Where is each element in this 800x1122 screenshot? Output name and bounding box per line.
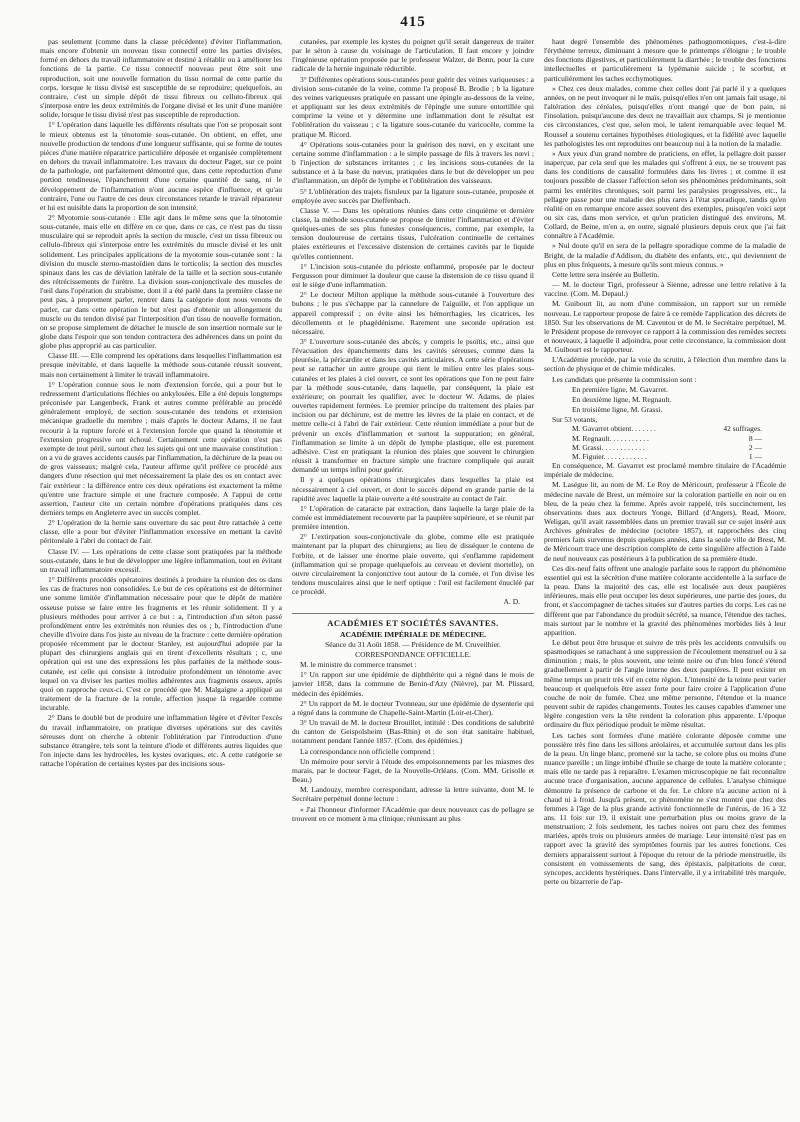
vote-name: M. Figuier. . . . . . . . . . . .	[572, 451, 647, 461]
paragraph: Un mémoire pour servir à l'étude des empoisonnements par les miasmes des marais, par le docteur Faget, de la Nouvelle-Orléans. (Com. MM. Grisolle et Beau.)	[292, 756, 534, 785]
paragraph: Classe III. — Elle comprend les opérations dans lesquelles l'inflammation est presque inévitable, et dans laquelle la méthode sous-cutanée réussit souvent, mais non certainement à limiter le travail inflammatoire.	[40, 351, 282, 379]
paragraph: 2° Un rapport de M. le docteur Tvonneau, sur une épidémie de dysenterie qui a régné dans la commune de Chapelle-Saint-Martin (Loir-et-Cher).	[292, 698, 534, 717]
paragraph: M. Laségue lit, au nom de M. Le Roy de Méricourt, professeur à l'École de médecine navale de Brest, un mémoire sur la coloration partielle en noir ou en bleu, de la peau chez la femme. Après avoir rappelé, très succinctement, les observations dues aux docteurs Yonge, Billard (d'Angers), Read, Moore, Weligan, qu'il avait rassemblées dans un premier travail sur ce sujet inséré aux Archives générales de médecine (octobre 1857), et rapprochées des cinq premiers faits survenus depuis quelques années, dans la seule ville de Brest, M. de Méricourt trace une description complète de cette singulière affection à l'aide de neuf nouveaux cas postérieurs à la publication de sa première étude.	[544, 480, 786, 563]
paragraph: Il y a quelques opérations chirurgicales dans lesquelles la plaie est nécessairement à ciel ouvert, et dont le succès dépend en grande partie de la rapidité avec laquelle la plaie ouverte a été soustraite au contact de l'air.	[292, 475, 534, 503]
paragraph: cutanées, par exemple les kystes du poignet qu'il serait dangereux de traiter par le séton à cause du voisinage de l'articulation. Il faut encore y joindre l'ingénieuse opération proposée par le professeur Walzer, de Bonn, pour la cure radicale de la hernie inguinale réductible.	[292, 37, 534, 74]
paragraph: Classe IV. — Les opérations de cette classe sont pratiquées par la méthode sous-cutanée, dans le but de développer une légère inflammation, tout en évitant un travail inflammatoire excessif.	[40, 546, 282, 574]
vote-count: 42 suffrages.	[723, 424, 762, 434]
text-columns	[40, 37, 786, 886]
section-heading: CORRESPONDANCE OFFICIELLE.	[355, 650, 471, 659]
vote-count: 1 —	[748, 451, 762, 461]
paragraph: 2° Le docteur Milton applique la méthode sous-cutanée à l'ouverture des bubons ; le pus s'échappe par la cannelure de l'aiguille, et l'on applique un appareil compressif ; on évite ainsi les hémorrhagies, les cicatrices, les décollements et le phagédénisme. Rarement une seconde opération est nécessaire.	[292, 290, 534, 336]
paragraph: M. le ministre du commerce transmet :	[300, 660, 417, 670]
paragraph: Classe V. — Dans les opérations réunies dans cette cinquième et dernière classe, la méthode sous-cutanée se propose de limiter l'inflammation et d'éviter quelques-unes de ses plus funestes conséquences, comme, par exemple, la tension douloureuse de certains tissus, l'ulcération continuelle de certaines plaies extérieures et l'excessive distension de certaines cavités par le liquide qu'elles contiennent.	[292, 205, 534, 261]
paragraph: 1° L'incision sous-cutanée du périoste enflammé, proposée par le docteur Fergusson pour diminuer la douleur que cause la distension de ce tissu quand il est le siège d'une inflammation.	[292, 261, 534, 290]
author-signature: A. D.	[503, 597, 520, 607]
paragraph: pas seulement (comme dans la classe précédente) d'éviter l'inflammation, mais encore d'obtenir un nouveau tissu connectif entre les parties divisées, formé en dehors du travail inflammatoire et destiné à rétablir ou à améliorer les fonctions de la partie. Ce tissu connectif nouveau peut être soit une reproduction, soit une nouvelle formation du tissu normal de cette partie du corps, lorsque le tissu divisé est susceptible de se reproduire; quelquefois, au contraire, c'est un simple dépôt de tissu fibreux ou celluto-fibreux qui s'interpose entre les deux extrémités de l'organe divisé et les unit d'une manière solide, lorsque le tissu divisé n'est pas susceptible de reproduction.	[40, 37, 282, 120]
paragraph: 2° L'extirpation sous-conjonctivale du globe, comme elle est pratiquée maintenant par la plupart des chirurgiens; au lieu de disséquer le contenu de l'orbite, et de laisser une énorme plaie ouverte, qui s'enflamme rapidement (inflammation qui se propage quelquefois au cerveau et devient mortelle), on ouvre circulairement la conjonctive tout autour de la cornée, et l'on divise les tendons musculaires ainsi que le nerf optique : l'œil est facilement énucléé par ce procédé.	[292, 532, 534, 597]
votes-intro: Sur 53 votants,	[552, 415, 598, 425]
page-number: 415	[400, 14, 426, 30]
vote-row	[544, 452, 786, 461]
paragraph: » Chez ces deux malades, comme chez celles dont j'ai parlé il y a quelques années, on ne peut invoquer ni le maïs, puisqu'elles n'en ont jamais fait usage, ni l'altération des céréales, puisqu'elles n'ont mangé que de bon pain, ni l'insolation, puisqu'aucune des deux ne travaillait aux champs. Si je mentionne ces circonstances, c'est que, selon moi, le talent remarquable avec lequel M. Roussel a soutenu certaines hypothèses étiologiques, et la fidélité avec laquelle les pathologistes les ont reproduites ont beaucoup nui à la notion de la maladie.	[544, 83, 786, 148]
column-left	[40, 37, 282, 768]
paragraph: » Nul doute qu'il en sera de la pellagre sporadique comme de la maladie de Bright, de la maladie d'Addison, du diabète des enfants, etc., qui deviennent de plus en plus fréquents, à mesure qu'ils sont mieux connus. »	[544, 241, 786, 269]
vote-row	[544, 424, 786, 433]
section-subtitle: ACADÉMIE IMPÉRIALE DE MÉDECINE.	[340, 629, 486, 639]
paragraph: M. Guibourt lit, au nom d'une commission, un rapport sur un remède nouveau. Le rapporteur propose de faire à ce remède l'application des décrets de 1850. Sur les observations de M. Caventou et de M. le Secrétaire perpétuel, M. le Président propose de renvoyer ce rapport à la commission des remèdes secrets et nouveaux, à laquelle il adjoindra, pour cette circonstance, la commission dont M. Guibourt est le rapporteur.	[544, 299, 786, 355]
paragraph: Les candidats que présente la commission sont :	[552, 374, 697, 384]
column-right	[544, 37, 786, 886]
paragraph: La correspondance non officielle comprend :	[300, 746, 435, 756]
candidate-line: En première ligne, M. Gavarret.	[572, 384, 669, 394]
paragraph: » Aux yeux d'un grand nombre de praticiens, en effet, la pellagre doit passer inaperçue, par cela seul que les malades qui s'offrent à eux, ne se trouvent pas dans les conditions de causalité formulées dans les livres ; et comme il est toujours possible de classer l'affection selon ses phénomènes prédominants, soit parmi les entérites chroniques, soit parmi les paralysies progressives, etc., la pellagre passe pour une maladie des plus rares à l'état sporadique, tandis qu'en réalité on en remarque encore assez souvent des exemples, puisqu'en voici sept ou six cas, dans mon service, et qu'un praticien distingué des environs, M. Collard, de Beine, m'en a, en outre, signalé plusieurs depuis ceux que j'ai fait connaître à l'Académie.	[544, 148, 786, 241]
paragraph: Cette lettre sera insérée au Bulletin.	[552, 269, 660, 279]
vote-name: M. Gavarret obtient. . . . . . .	[572, 424, 656, 434]
paragraph: Le début peut être brusque et suivre de très près les accidents convulsifs ou spasmodiques se rattachant à une suppression de l'écoulement menstruel ou à sa diminution ; mais, le plus souvent, une teinte noire ou d'un bleu foncé s'étend graduellement à partir de l'angle interne des deux paupières. Il peut exister en même temps un prurit très vif en cette région. L'intensité de la teinte peut varier beaucoup et quelquefois être assez forte pour faire croire à l'application d'une couche de noir de fumée. Chez une même personne, l'étendue et la nuance peuvent subir de rapides changements. Toutes les causes capables d'amener une légère congestion vers la tête rendent la coloration plus apparente. L'époque ordinaire du flux périodique produit le même résultat.	[544, 638, 786, 730]
paragraph: Les taches sont formées d'une matière colorante déposée comme une poussière très fine dans les sillons aréolaires, et accumulée surtout dans les plis de la peau. Un linge blanc, promené sur la tache, se colore plus ou moins d'une nuance pareille ; un linge imbibé d'huile se charge de toute la matière colorante ; mais elle ne tarde pas à reparaître. L'examen microscopique ne fait reconnaître aucune trace d'organisation, aucune apparence de cellules. L'analyse chimique démontre la présence de carbone et du fer. Le chlore n'a aucune action ni à chaud ni à froid. Jusqu'à présent, ce phénomène ne s'est montré que chez des femmes à l'âge de la plus grande activité fonctionnelle de l'utérus, de 16 à 32 ans. 11 fois sur 19, il existait une perturbation plus ou moins grave de la menstruation; 2 fois seulement, les taches noires ont paru chez des femmes mariées, après trois ou plusieurs années de mariage. Leur intensité n'est pas en rapport avec la gravité des symptômes fournis par les autres fonctions. Ces derniers apparaissent surtout à l'époque du retour de la période menstruelle, ils consistent en vomissements de sang, des épistaxis, palpitations de cœur, syncopes, accidents hystériques. Dans l'intervalle, il y a irritabilité très marquée, perte ou bizarrerie de l'ap-	[544, 730, 786, 887]
paragraph: 4° Opérations sous-cutanées pour la guérison des nœvi, en y excitant une certaine somme d'inflammation : a le simple passage de fils à travers les nœvi ; b l'injection de substances irritantes ; c les incisions sous-cutanées de la substance et à la base du nœvus, pratiquées dans le but de développer un peu d'inflammation, un dépôt de lymphe et l'oblitération des vaisseaux.	[292, 139, 534, 186]
paragraph: 2° Dans le doublé but de produire une inflammation légère et d'éviter l'excès du travail inflammatoire, on pratique diverses opérations sur des cavités séreuses dont on cherche à obtenir l'oblitération par l'introduction d'une substance étrangère, tels sont la teinture d'iode et différents autres liquides que l'on injecte dans les hydrocèles, les kystes ovariques, etc. A cette catégorie se rattache l'opération de certaines kystes par des incisions sous-	[40, 713, 282, 769]
paragraph: 3° Différentes opérations sous-cutanées pour guérir des veines variqueuses : a division sous-cutanée de la veine, comme l'a proposé B. Brodie ; b la ligature des veines variqueuses pratiquée en passant une épingle au-dessous de la veine, et appliquant sur les deux extrémités de l'épingle une suture entortillée qui comprime la veine et y détermine une inflammation dont le résultat est l'oblitération du vaisseau ; c la ligature sous-cutanée du varicocèle, comme la pratique M. Ricord.	[292, 74, 534, 139]
paragraph: L'Académie procède, par la voie du scrutin, à l'élection d'un membre dans la section de physique et de chimie médicales.	[544, 355, 786, 374]
vote-name: M. Regnault. . . . . . . . . . .	[572, 433, 649, 443]
paragraph: 1° Différents procédés opératoires destinés à produire la réunion des os dans les cas de fractures non consolidées. Le but de ces opérations est de déterminer une somme limitée d'inflammation nécessaire pour que le dépôt de matière osseuse puisse se faire entre les fragments et les réunir solidement. Il y a plusieurs méthodes pour arriver à ce but : a, l'introduction d'un séton passé profondément entre les extrémités non réunies des os ; b, l'introduction d'une cheville d'ivoire dans l'os juste au niveau de la fracture : cette dernière opération proposée récemment par le docteur Stanley, est aujourd'hui adoptée par la plupart des chirurgiens anglais qui en tirent d'excellents résultats ; c, une opération qui est une des expressions les plus parfaites de la méthode sous-cutanée, est celle qui consiste à introduire profondément un ténotome avec lequel on va diviser les parties molles adhérentes aux fragments osseux, après quoi on rapproche ceux-ci. C'est ce procédé que M. Malgaigne a appliqué au traitement de la fracture de la rotule, affection jusque là regardée comme incurable.	[40, 575, 282, 713]
vote-count: 8 —	[748, 433, 762, 443]
paragraph: — M. le docteur Tigri, professeur à Sienne, adresse une lettre relative à la vaccine. (Com. M. Depaul.)	[544, 280, 786, 299]
session-line: Séance du 31 Août 1858. — Présidence de M. Cruveilhier.	[325, 639, 501, 649]
paragraph: 3° Un travail de M. le docteur Brouillet, intitulé : Des conditions de salubrité du canton de Geispolsheim (Bas-Rhin) et de son état sanitaire habituel, notamment pendant l'année 1857. (Com. des épidémies.)	[292, 718, 534, 746]
paragraph: 1° L'opération de cataracte par extraction, dans laquelle la large plaie de la cornée est immédiatement recouverte par la paupière supérieure, et se réunit par première intention.	[292, 503, 534, 532]
candidate-line: En troisième ligne, M. Grassi.	[572, 405, 663, 415]
paragraph: 5° L'oblitération des trajets fistuleux par la ligature sous-cutanée, proposée et employée avec succès par Dieffenbach.	[292, 186, 534, 205]
paragraph: 1° Un rapport sur une épidémie de diphthérite qui a régné dans le mois de janvier 1858, dans la commune de Benin-d'Azy (Nièvre), par M. Plissard, médecin des épidémies.	[292, 670, 534, 698]
paragraph: 2° L'opération de la hernie sans ouverture du sac peut être rattachée à cette classe, elle a pour but d'éviter l'inflammation excessive en mettant la cavité péritonéale à l'abri du contact de l'air.	[40, 518, 282, 546]
paragraph: En conséquence, M. Gavarret est proclamé membre titulaire de l'Académie impériale de médecine.	[544, 461, 786, 480]
column-middle	[292, 37, 534, 823]
vote-name: M. Grassi. . . . . . . . . . . .	[572, 442, 645, 452]
candidate-line: En deuxième ligne, M. Regnault.	[572, 394, 672, 404]
paragraph: 3° L'ouverture sous-cutanée des abcès, y compris le psoïtis, etc., ainsi que l'évacuation des épanchements dans les cavités séreuses, comme dans la pleurésie, la péricardite et dans les cavités articulaires. A cette série d'opérations peut se rattacher un autre groupe qui tient le milieu entre les plaies sous-cutanées et les plaies à ciel ouvert, ce sont les opérations que l'on ne peut faire par la méthode sous-cutanée, dans laquelle, par conséquent, la plaie est extérieure; on pourrait les qualifier, avec le docteur W. Adams, de plaies ouvertes rapidement fermées. Le premier principe du traitement des plaies par incision ou par déchirure, est de mettre les lèvres de la plaie en contact, et de mettre celle-ci à l'abri de l'air extérieur. Cette réunion immédiate a pour but de prévenir un excès d'inflammation et surtout la suppuration; en général, l'inflammation se limite à un dépôt de lymphe plastique, elle est purement adhésive. C'est en pratiquant la réunion des plaies que souvent le chirurgien réussit à transformer en fracture simple une fracture compliquée qui aurait demandé un temps infini pour guérir.	[292, 337, 534, 475]
vote-row	[544, 443, 786, 452]
section-title: ACADÉMIES ET SOCIÉTÉS SAVANTES.	[292, 613, 534, 628]
paragraph: 2° Myotomie sous-cutanée : Elle agit dans le même sens que la ténotomie sous-cutanée, mais elle en diffère en ce que, dans ce cas, ce n'est pas du tissu musculaire qui se reproduit après la section du muscle, c'est un tissu fibreux ou cellulo-fibreux qui s'interpose entre les extrémités du muscle divisé et les unit solidement. Les principales applications de la myotomie sous-cutanée sont : la division du muscle sterno-mastoïdien dans le torticolis; la section des muscles spinaux dans les cas de déviation latérale de la taille et la section sous-cutanée des rétrécissements de l'urètre. La division sous-conjonctivale des muscles de l'œil dans l'opération du strabisme, dont il a été parlé dans la première classe ne peut pas, à proprement parler, rentrer dans la catégorie dont nous venons de parler, car dans cette opération le but n'est pas d'obtenir un allongement du muscle ou du tendon divisé par l'interposition d'un tissu de nouvelle formation, on se propose simplement de détacher le muscle de son insertion normale sur le globe dans l'espoir que son tendon contractera des adhérences dans un point du globe plus approprié au cas particulier.	[40, 212, 282, 351]
vote-count: 2 —	[748, 442, 762, 452]
vote-row	[544, 434, 786, 443]
paragraph: Ces dix-neuf faits offrent une analogie parfaite sous le rapport du phénomène essentiel qui est la sécrétion d'une matière colorante accidentelle à la surface de la peau. Dans la majorité des cas, elle est localisée aux deux paupières inférieures, mais elle peut occuper les deux supérieures, une partie des joues, du front, et s'accompagner de taches situées sur d'autres parties du corps. Les cas ne diffèrent que par l'abondance du produit sécrété, sa nuance, l'étendue des taches, mais surtout par le nombre et la gravité des phénomènes morbides liés à leur apparition.	[544, 563, 786, 637]
paragraph: 1° L'opération dans laquelle les différents résultats que l'on se proposait sont le mieux obtenus est la ténotomie sous-cutanée. On obtient, en effet, une nouvelle production de tendons d'une longueur suffisante, qui se forme de toutes pièces d'une matière réparatrice particulière déposée et organisée complètement en dehors du travail inflammatoire. Les travaux du docteur Paget, sur ce point de la pathologie, ont parfaitement démontré que, dans cette reproduction d'une portion tendineuse, l'épanchement d'une certaine quantité de sang, ni le développement de l'inflammation n'ont aucune espèce d'influence, et qu'au contraire, l'une ou l'autre de ces deux circonstances retarde le travail réparateur et lui est nuisible dans la proportion de son intensité.	[40, 120, 282, 212]
paragraph: « J'ai l'honneur d'informer l'Académie que deux nouveaux cas de pellagre se trouvent en ce moment à ma clinique, réunissant au plus	[292, 804, 534, 823]
paragraph: haut degré l'ensemble des phénomènes pathognomoniques, c'est-à-dire l'érythème terreux, diminuant à mesure que le printemps s'éloigne ; le trouble des fonctions digestives, et particulièrement la diarrhée ; le trouble des fonctions intellectuelles et particulièrement la lypémanie suicide ; le scorbut, et particulièrement les taches ecchymotiques.	[544, 37, 786, 83]
paragraph: 1° L'opération connue sous le nom d'extension forcée, qui a pour but le redressement d'articulations fléchies ou ankylosées. Elle a été depuis longtemps préconisée par Langenbeck, Frank et autres comme préférable au procédé généralement employé, de section sous-cutanée des tendons et extension mécanique graduelle du membre ; mais d'après le docteur Adams, il ne faut recourir à la rupture forcée et à l'extension forcée que quand la ténotomie et l'extension progressive ont échoué. Certainement cette opération n'est pas exempte de tout péril, surtout chez les sujets qui ont une mauvaise constitution : on a vu de graves accidents causés par l'inflammation, la déchirure de la peau ou de gros vaisseaux; malgré cela, l'auteur affirme qu'il préfère ce procédé aux dangers d'une résection qui met nécessairement la plaie des os en contact avec l'air extérieur : la différence entre ces deux opérations est exactement la même qu'entre une fracture simple et une fracture composée. A l'appui de cette assertion, l'auteur cite un certain nombre d'opérations pratiquées dans ces derniers temps en Angleterre avec un succès complet.	[40, 379, 282, 517]
paragraph: M. Landouzy, membre correspondant, adresse la lettre suivante, dont M. le Secrétaire perpétuel donne lecture :	[292, 785, 534, 804]
